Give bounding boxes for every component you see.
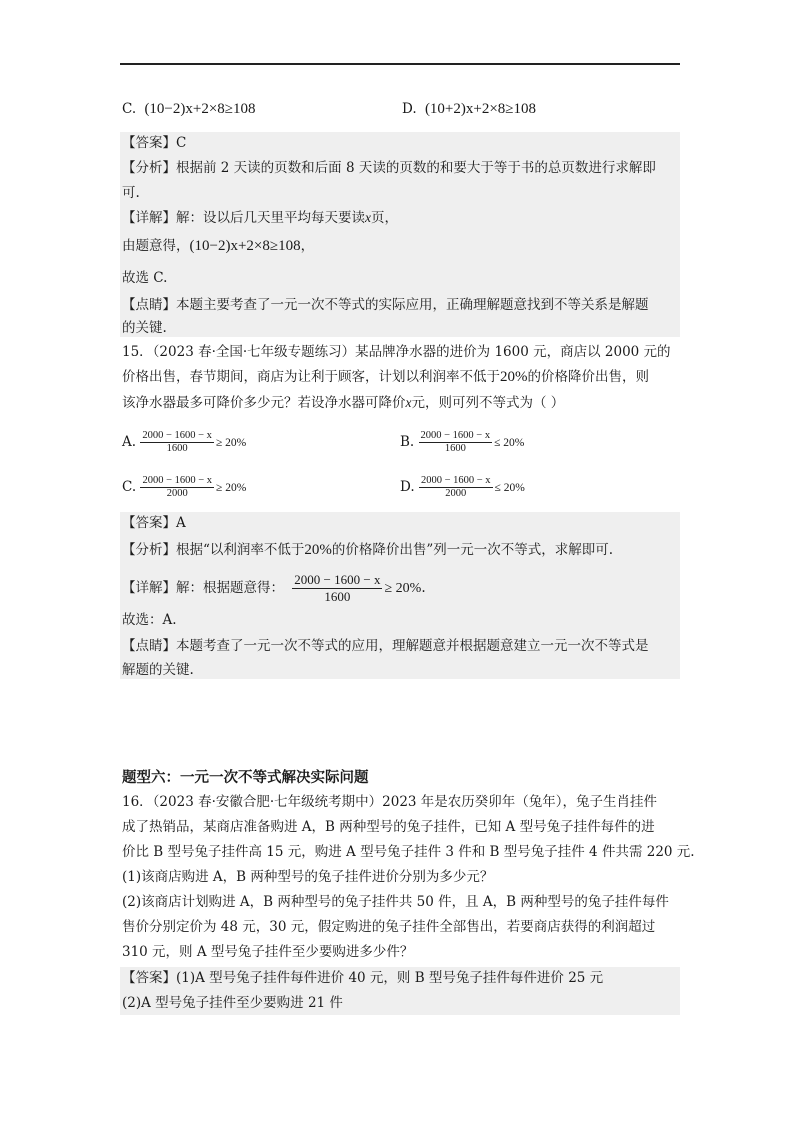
option-label: D.	[402, 101, 417, 117]
q15-stem-2	[122, 367, 649, 387]
q15-stem-3	[122, 393, 564, 413]
fraction	[140, 430, 214, 455]
stem-text: 的价格降价出售，则	[527, 369, 649, 385]
q14-detail-eq	[122, 236, 314, 256]
option-label: B.	[400, 434, 415, 450]
q14-option-c	[122, 99, 256, 119]
option-label: C.	[122, 479, 137, 495]
q14-choose: 故选 C.	[122, 270, 168, 286]
fraction	[292, 572, 382, 605]
detail-text: 由题意得，	[122, 238, 190, 254]
detail-text-end: ，	[300, 238, 315, 254]
numerator: 2000 − 1600 − x	[420, 475, 491, 486]
relation: ≤ 20%	[494, 481, 525, 494]
stem-text: 元，则可列不等式为（ ）	[411, 395, 565, 411]
q15-comment: 【点睛】本题考查了一元一次不等式的应用，理解题意并根据题意建立一元一次不等式是	[122, 638, 649, 654]
detail-text-end: 页，	[371, 210, 398, 226]
q15-option-d	[400, 475, 525, 500]
option-expression: (10−2)x+2×8≥108	[144, 101, 256, 117]
numerator: 2000 − 1600 − x	[142, 475, 213, 486]
variable: x	[365, 210, 371, 225]
q14-comment: 【点睛】本题主要考查了一元一次不等式的实际应用，正确理解题意找到不等关系是解题	[122, 297, 649, 313]
relation: ≤ 20%	[494, 436, 525, 449]
detail-text: 【详解】解：设以后几天里平均每天要读	[122, 210, 365, 226]
denominator: 2000	[166, 488, 188, 499]
q15-option-a	[122, 430, 246, 455]
q15-stem: 15．（2023 春·全国·七年级专题练习）某品牌净水器的进价为 1600 元，商店以 2000 元的	[122, 344, 671, 360]
q15-choose: 故选：A.	[122, 612, 177, 628]
relation: ≥ 20%	[384, 580, 422, 596]
stem-text: 该净水器最多可降价多少元？若设净水器可降价	[122, 395, 406, 411]
option-label: D.	[400, 479, 415, 495]
section-title: 题型六：一元一次不等式解决实际问题	[122, 770, 369, 786]
percent: 20%	[500, 369, 528, 385]
inequality: (10−2)x+2×8≥108	[189, 238, 301, 254]
fraction	[419, 430, 493, 455]
stem-text: 价格出售，春节期间，商店为让利于顾客，计划以利润率不低于	[122, 369, 500, 385]
detail-text: 【详解】解：根据题意得：	[122, 580, 284, 596]
denominator: 1600	[444, 443, 466, 454]
q16-answer-2: (2)A 型号兔子挂件至少要购进 21 件	[122, 995, 343, 1011]
header-rule	[120, 63, 680, 65]
q14-comment-cont: 的关键.	[122, 320, 167, 336]
q15-option-b	[400, 430, 524, 455]
q14-option-d	[402, 99, 536, 119]
q15-comment-cont: 解题的关键.	[122, 662, 194, 678]
q16-part-2: (2)该商店计划购进 A，B 两种型号的兔子挂件共 50 件，且 A，B 两种型号的兔子挂件每件	[122, 894, 669, 910]
detail-text-end: .	[421, 580, 426, 596]
numerator: 2000 − 1600 − x	[142, 430, 212, 441]
denominator: 1600	[324, 589, 351, 604]
percent: 20%	[304, 542, 332, 558]
q14-detail	[122, 208, 398, 228]
q14-analysis-cont: 可.	[122, 185, 140, 201]
relation: ≥ 20%	[215, 436, 247, 449]
option-label: A.	[122, 434, 137, 450]
q16-part-1: (1)该商店购进 A，B 两种型号的兔子挂件进价分别为多少元？	[122, 869, 494, 885]
q14-answer: 【答案】C	[122, 135, 187, 151]
q16-part-2-end: 310 元，则 A 型号兔子挂件至少要购进多少件？	[122, 944, 414, 960]
relation: ≥ 20%	[216, 481, 247, 494]
variable: x	[405, 395, 412, 410]
q16-stem-2: 成了热销品，某商店准备购进 A，B 两种型号的兔子挂件，已知 A 型号兔子挂件每件的进	[122, 819, 655, 835]
denominator: 1600	[166, 443, 188, 454]
q16-stem-3: 价比 B 型号兔子挂件高 15 元，购进 A 型号兔子挂件 3 件和 B 型号兔子挂件 4 件共需 220 元.	[122, 844, 695, 860]
fraction	[419, 475, 493, 500]
q14-analysis: 【分析】根据前 2 天读的页数和后面 8 天读的页数的和要大于等于书的总页数进行求解即	[122, 160, 656, 176]
analysis-text: 【分析】根据“以利润率不低于	[122, 542, 305, 558]
option-label: C.	[122, 101, 137, 117]
q15-option-c	[122, 475, 246, 500]
q15-analysis	[122, 540, 613, 560]
q15-detail	[122, 572, 426, 605]
fraction	[140, 475, 214, 500]
q16-stem: 16．（2023 春·安徽合肥·七年级统考期中）2023 年是农历癸卯年（兔年），兔子生肖挂件	[122, 794, 658, 810]
q16-answer: 【答案】(1)A 型号兔子挂件每件进价 40 元，则 B 型号兔子挂件每件进价 25 元	[122, 970, 604, 986]
numerator: 2000 − 1600 − x	[420, 430, 491, 441]
analysis-text: 的价格降价出售”列一元一次不等式，求解即可.	[331, 542, 614, 558]
numerator: 2000 − 1600 − x	[294, 572, 381, 587]
denominator: 2000	[445, 488, 467, 499]
q16-part-2-cont: 售价分别定价为 48 元，30 元，假定购进的兔子挂件全部售出，若要商店获得的利润超过	[122, 919, 656, 935]
q15-answer: 【答案】A	[122, 515, 186, 531]
option-expression: (10+2)x+2×8≥108	[424, 101, 537, 117]
